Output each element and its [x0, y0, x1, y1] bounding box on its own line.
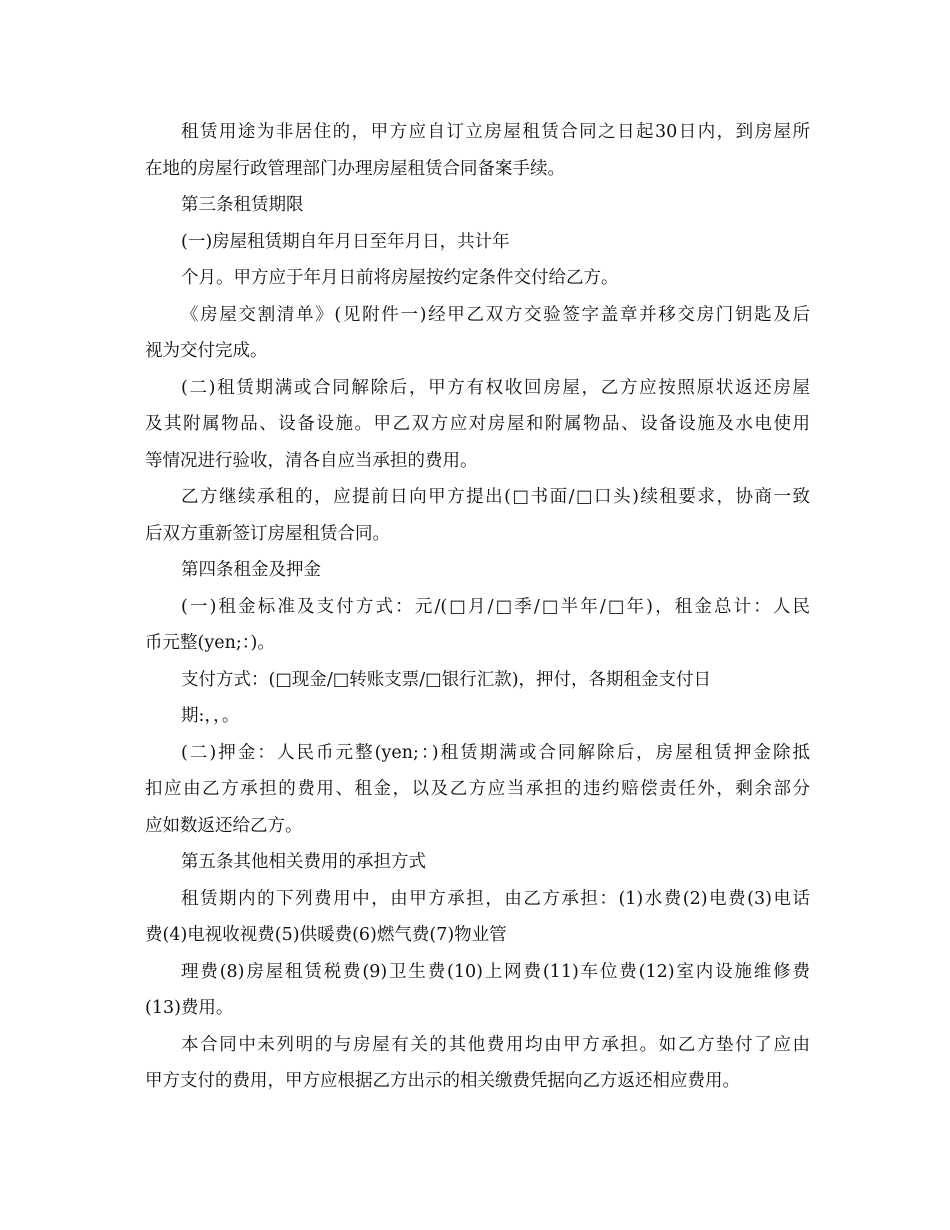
paragraph-line: (一)房屋租赁期自年月日至年月日，共计年 — [181, 231, 510, 252]
paragraph-line: 租赁期内的下列费用中，由甲方承担，由乙方承担：(1)水费(2)电费(3)电话 — [181, 888, 810, 909]
paragraph-line: 个月。甲方应于年月日前将房屋按约定条件交付给乙方。 — [181, 268, 619, 288]
paragraph-line: (13)费用。 — [145, 998, 234, 1018]
paragraph-line: 等情况进行验收，清各自应当承担的费用。 — [145, 450, 478, 471]
paragraph-line: 本合同中未列明的与房屋有关的其他费用均由甲方承担。如乙方垫付了应由 — [181, 1034, 810, 1055]
paragraph-line: 在地的房屋行政管理部门办理房屋租赁合同备案手续。 — [145, 158, 565, 179]
paragraph-line: 费(4)电视收视费(5)供暖费(6)燃气费(7)物业管 — [145, 925, 507, 945]
paragraph-line: 支付方式：(□现金/□转账支票/□银行汇款)，押付，各期租金支付日 — [181, 669, 712, 690]
paragraph-line: (二)租赁期满或合同解除后，甲方有权收回房屋，乙方应按照原状返还房屋 — [181, 377, 810, 398]
paragraph-line: 甲方支付的费用，甲方应根据乙方出示的相关缴费凭据向乙方返还相应费用。 — [145, 1071, 740, 1091]
paragraph-line: 乙方继续承租的，应提前日向甲方提出(□书面/□口头)续租要求，协商一致 — [181, 487, 810, 507]
section-heading: 第三条租赁期限 — [181, 195, 304, 215]
paragraph-line: 币元整(yen;：)。 — [145, 633, 275, 653]
section-heading: 第五条其他相关费用的承担方式 — [181, 852, 426, 872]
paragraph-line: 应如数返还给乙方。 — [145, 815, 303, 836]
paragraph-line: 视为交付完成。 — [145, 341, 268, 361]
paragraph-line: (二)押金：人民币元整(yen;：)租赁期满或合同解除后，房屋租赁押金除抵 — [181, 742, 810, 763]
paragraph-line: 租赁用途为非居住的，甲方应自订立房屋租赁合同之日起30日内，到房屋所 — [181, 122, 810, 142]
paragraph-line: 扣应由乙方承担的费用、租金，以及乙方应当承担的违约赔偿责任外，剩余部分 — [145, 779, 810, 799]
section-heading: 第四条租金及押金 — [181, 560, 321, 580]
contract-body — [145, 114, 810, 1100]
paragraph-line: (一)租金标准及支付方式：元/(□月/□季/□半年/□年)，租金总计：人民 — [181, 596, 810, 617]
paragraph-line: 及其附属物品、设备设施。甲乙双方应对房屋和附属物品、设备设施及水电使用 — [145, 414, 810, 434]
paragraph-line: 理费(8)房屋租赁税费(9)卫生费(10)上网费(11)车位费(12)室内设施维修费 — [181, 961, 810, 982]
paragraph-line: 《房屋交割清单》(见附件一)经甲乙双方交验签字盖章并移交房门钥匙及后 — [181, 304, 810, 325]
paragraph-line: 后双方重新签订房屋租赁合同。 — [145, 523, 390, 544]
paragraph-line: 期:，，。 — [181, 706, 240, 726]
